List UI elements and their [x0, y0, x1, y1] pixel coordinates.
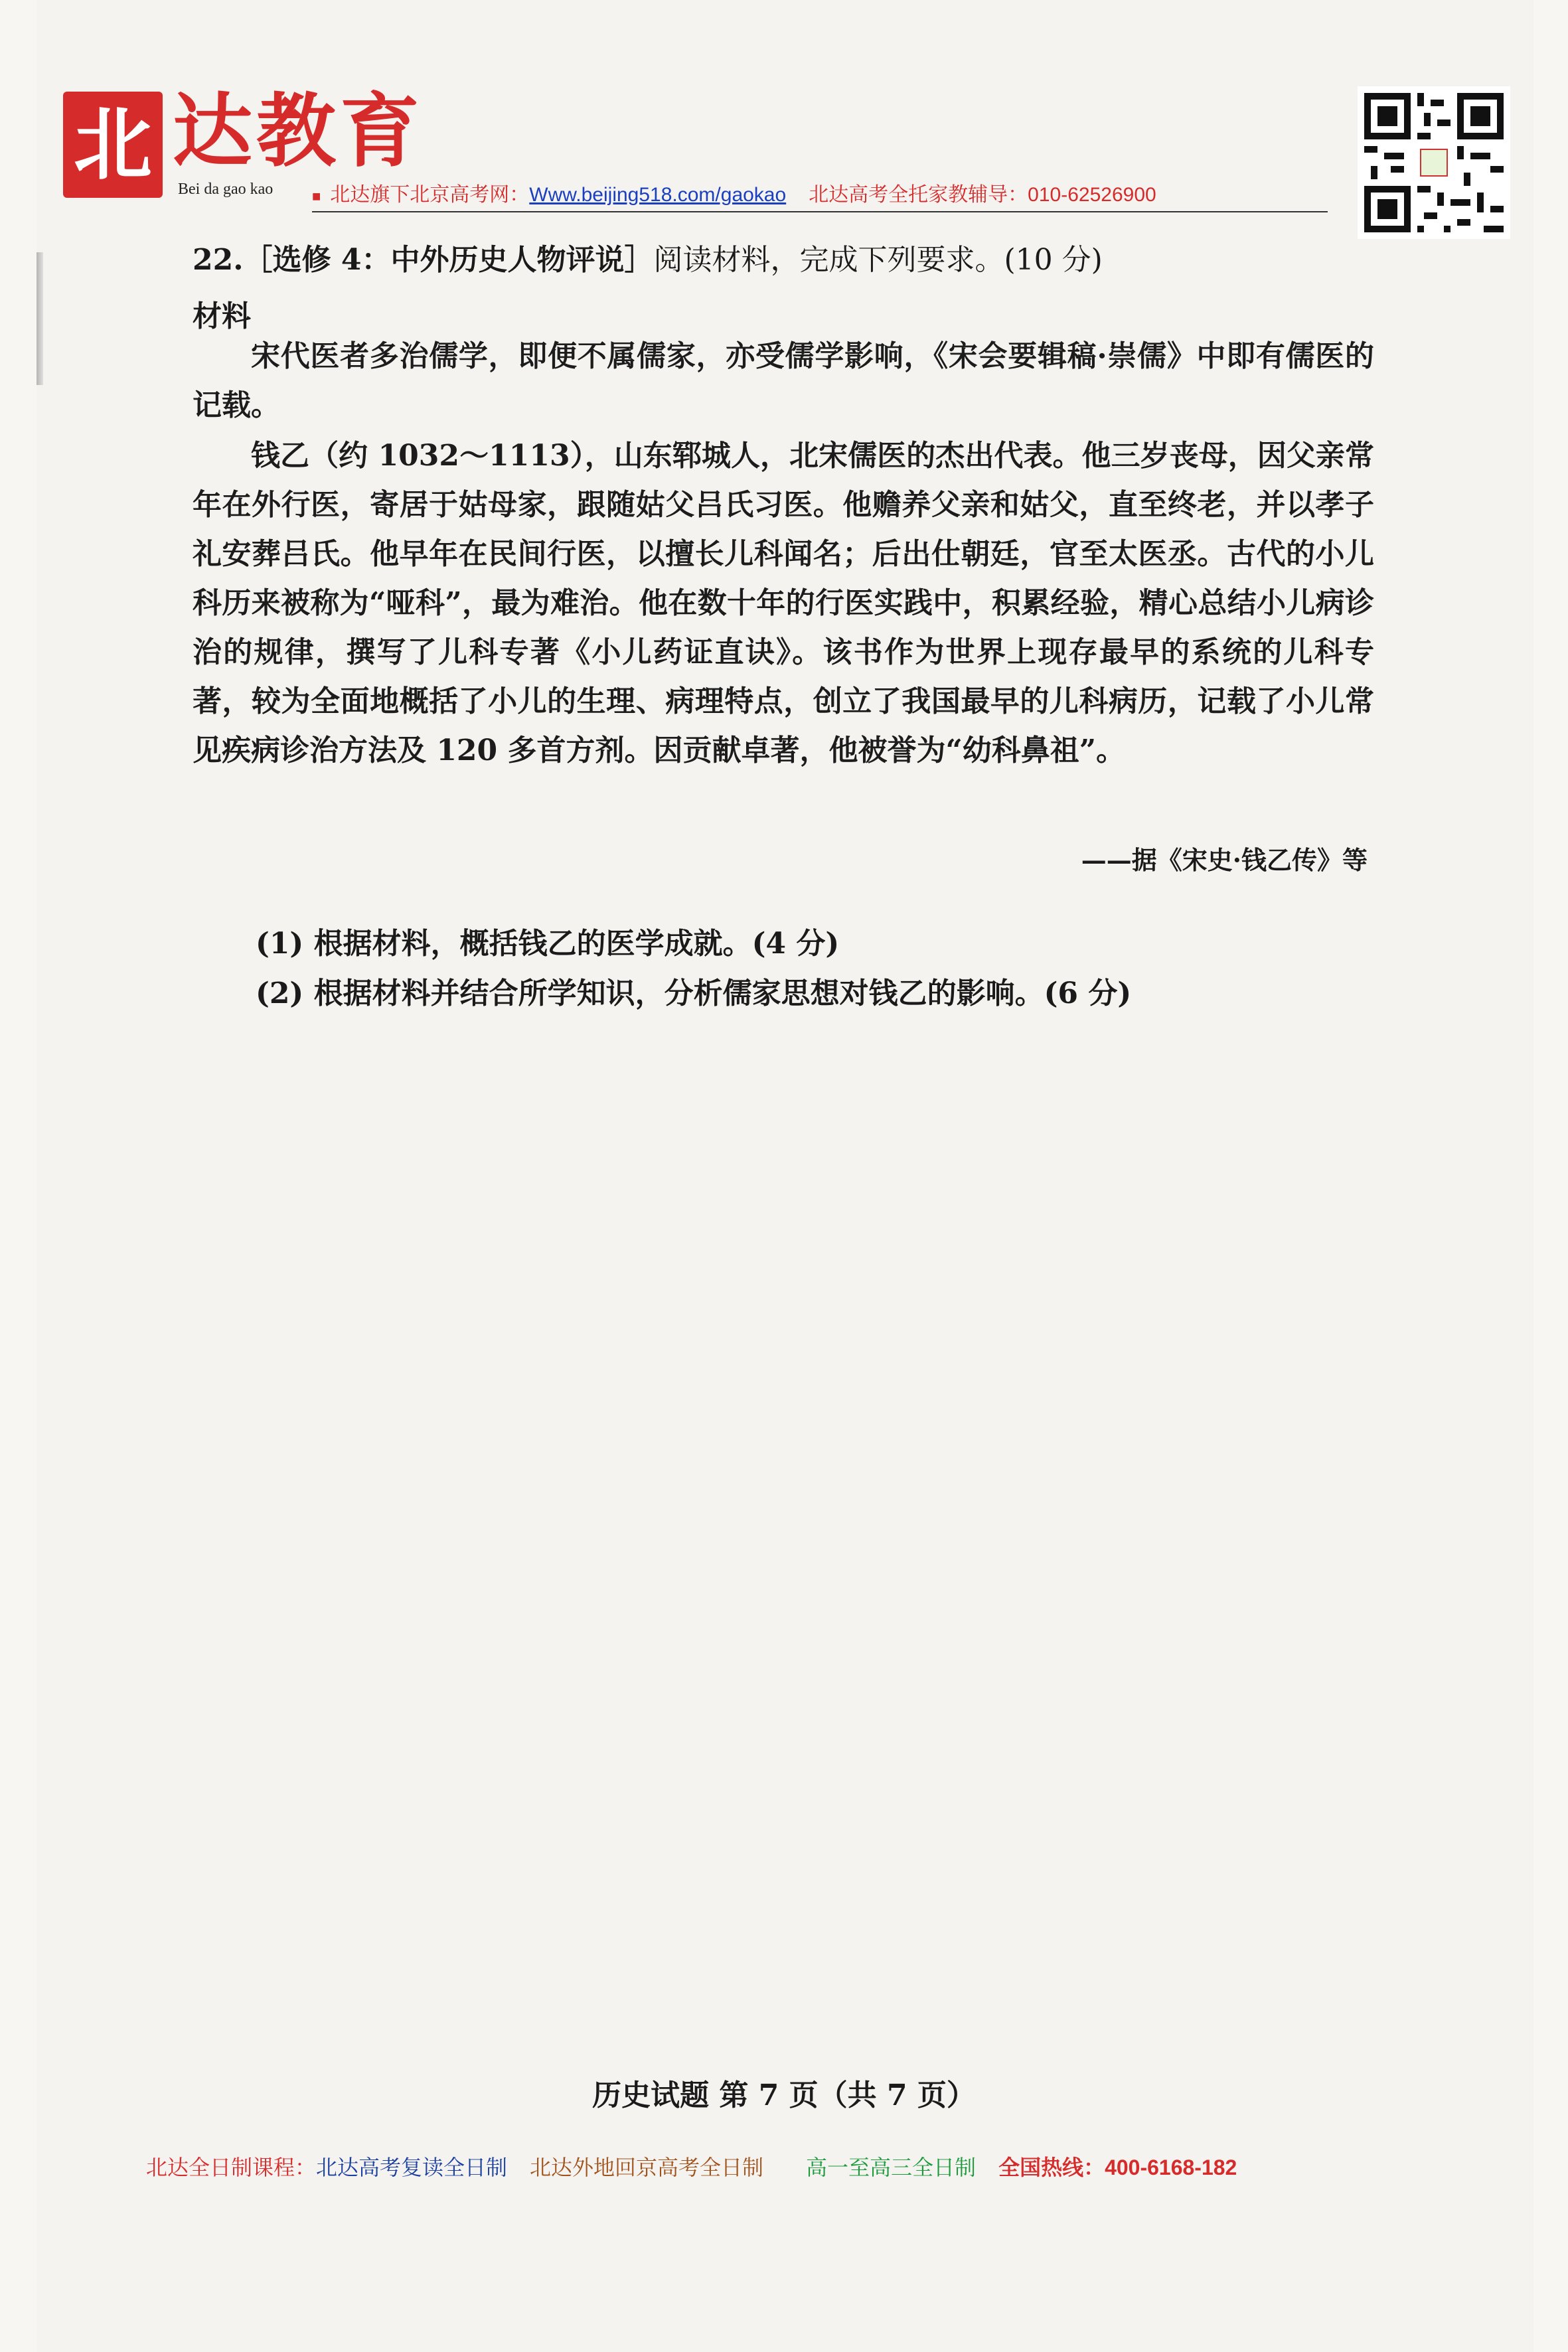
qr-code-icon[interactable]: [1358, 86, 1510, 239]
question-title: [193, 236, 1103, 278]
footer-item[interactable]: 北达高考复读全日制: [316, 2156, 508, 2179]
scan-shadow: [37, 252, 43, 385]
footer-item[interactable]: 高一至高三全日制: [806, 2156, 977, 2179]
logo-mark: [63, 92, 163, 198]
material-paragraph: 钱乙（约 1032～1113），山东郓城人，北宋儒医的杰出代表。他三岁丧母，因父亲常年在外行医，寄居于姑母家，跟随姑父吕氏习医。他赡养父亲和姑父，直至终老，并以孝子礼安葬吕氏。他早年在民间行医，以擅长儿科闻名；后出仕朝廷，官至太医丞。古代的小儿科历来被称为“哑科”，最为难治。他在数十年的行医实践中，积累经验，精心总结小儿病诊治的规律，撰写了儿科专著《小儿药证直诀》。该书作为世界上现存最早的系统的儿科专著，较为全面地概括了小儿的生理、病理特点，创立了我国最早的儿科病历，记载了小儿常见疾病诊治方法及 120 多首方剂。因贡献卓著，他被誉为“幼科鼻祖”。: [193, 439, 1374, 767]
footer-label: 北达全日制课程：: [146, 2156, 317, 2179]
header-contact-line: [312, 178, 1156, 207]
question-title-instruction: 阅读材料，完成下列要求。(10 分): [653, 243, 1103, 277]
logo-text: 达教育: [173, 84, 424, 178]
material-paragraph: 宋代医者多治儒学，即便不属儒家，亦受儒学影响，《宋会要辑稿·崇儒》中即有儒医的记载。: [193, 339, 1374, 422]
site-link[interactable]: Www.beijing518.com/gaokao: [529, 184, 787, 206]
footer-hotline: 全国热线：400-6168-182: [998, 2156, 1237, 2179]
sub-question: (2) 根据材料并结合所学知识，分析儒家思想对钱乙的影响。(6 分): [256, 977, 1132, 1010]
site-label: 北达旗下北京高考网：: [330, 184, 530, 206]
material-source: ——据《宋史·钱乙传》等: [1081, 845, 1368, 875]
material-label: 材料: [193, 299, 251, 333]
tutor-label: 北达高考全托家教辅导：010-62526900: [809, 184, 1156, 206]
square-bullet-icon: ■: [312, 188, 321, 204]
question-title-bold: 22.［选修 4：中外历史人物评说］: [193, 243, 654, 277]
page-number: 历史试题 第 7 页（共 7 页）: [592, 2078, 976, 2112]
sub-question: (1) 根据材料，概括钱乙的医学成就。(4 分): [256, 927, 840, 961]
footer-ad: [146, 2151, 1259, 2181]
footer-item[interactable]: 北达外地回京高考全日制: [530, 2156, 764, 2179]
logo-pinyin: Bei da gao kao: [178, 181, 274, 198]
header-divider: [312, 211, 1328, 212]
logo-char: 北: [73, 98, 152, 191]
